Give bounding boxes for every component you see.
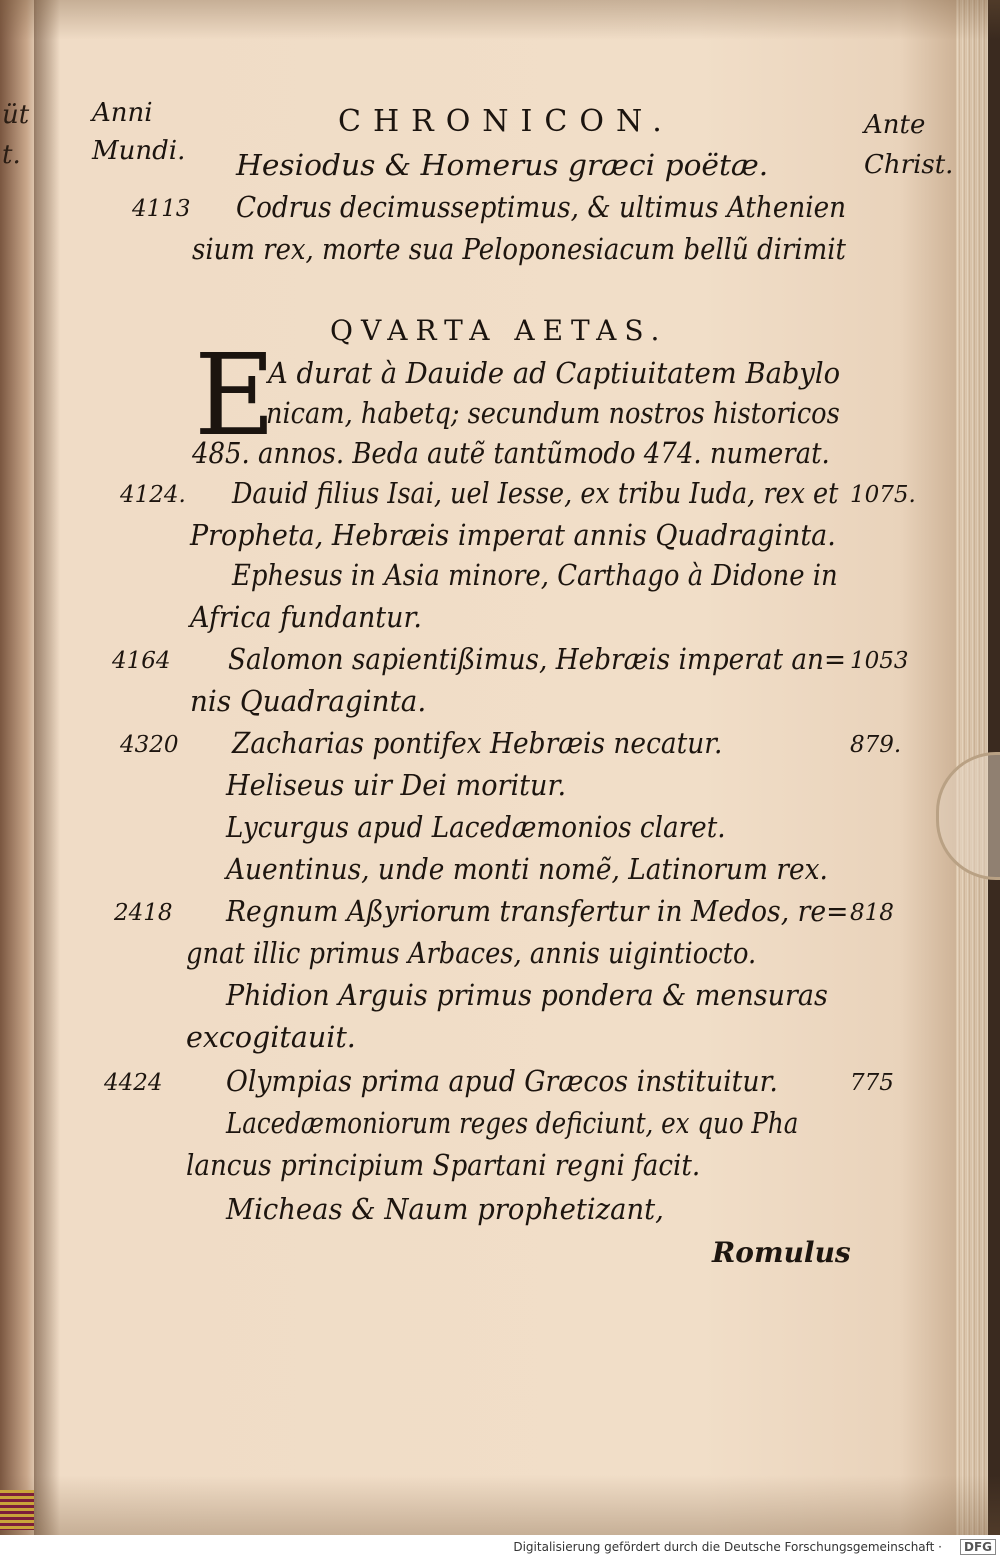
drop-cap: E — [194, 331, 276, 461]
text-line: nicam, habetq; secundum nostros historicos — [266, 396, 840, 430]
bottom-shade — [0, 1475, 1000, 1535]
dfg-logo: DFG — [960, 1539, 996, 1555]
margin-fragment: t. — [2, 140, 21, 170]
text-line: Salomon sapientißimus, Hebræis imperat an= — [228, 642, 846, 676]
text-line: Heliseus uir Dei moritur. — [226, 768, 567, 802]
text-line: lancus principium Spartani regni facit. — [186, 1148, 701, 1182]
year-of-world: 4113 — [132, 196, 191, 222]
year-of-world: 4164 — [112, 648, 171, 674]
text-line: Lacedæmoniorum reges deficiunt, ex quo Pha — [226, 1106, 799, 1140]
bookmark-ribbon — [0, 1490, 34, 1530]
text-line: Hesiodus & Homerus græci poëtæ. — [236, 148, 769, 182]
gutter-shadow — [34, 0, 60, 1535]
text-line: 485. annos. Beda autẽ tantũmodo 474. numerat. — [192, 436, 830, 470]
facing-page-edge — [0, 0, 38, 1535]
year-of-world: 4424 — [104, 1070, 163, 1096]
left-header-line-1: Anni — [92, 98, 153, 128]
book-clip — [936, 752, 1000, 880]
year-of-world: 4124. — [120, 482, 186, 508]
year-before-christ: 879. — [850, 732, 902, 758]
text-line: Zacharias pontifex Hebræis necatur. — [232, 726, 723, 760]
text-line: excogitauit. — [186, 1020, 356, 1054]
text-line: nis Quadraginta. — [190, 684, 427, 718]
section-heading: QVARTA AETAS. — [330, 314, 668, 347]
text-line: Ephesus in Asia minore, Carthago à Didone in — [232, 558, 838, 592]
text-line: Dauid filius Isai, uel Iesse, ex tribu Iuda, rex et — [232, 476, 839, 510]
text-line: Regnum Aßyriorum transfertur in Medos, re= — [226, 894, 849, 928]
catchword: Romulus — [712, 1236, 851, 1269]
text-line: Olympias prima apud Græcos instituitur. — [226, 1064, 778, 1098]
top-shade — [0, 0, 1000, 40]
text-line: Codrus decimusseptimus, & ultimus Athenien — [236, 190, 847, 224]
digitization-footer — [0, 1537, 1000, 1559]
margin-fragment: üt — [2, 100, 30, 130]
text-line: Micheas & Naum prophetizant, — [226, 1192, 664, 1226]
left-header-line-2: Mundi. — [92, 136, 186, 166]
year-before-christ: 775 — [850, 1070, 894, 1096]
text-line: gnat illic primus Arbaces, annis uigintiocto. — [186, 936, 757, 970]
year-of-world: 4320 — [120, 732, 179, 758]
text-line: Phidion Arguis primus pondera & mensuras — [226, 978, 828, 1012]
text-line: Auentinus, unde monti nomẽ, Latinorum rex. — [226, 852, 828, 886]
right-header-line-2: Christ. — [864, 150, 954, 180]
text-line: Africa fundantur. — [190, 600, 422, 634]
text-line: sium rex, morte sua Peloponesiacum bellũ dirimit — [192, 232, 846, 266]
year-before-christ: 1075. — [850, 482, 916, 508]
right-header-line-1: Ante — [864, 110, 926, 140]
text-line: Propheta, Hebræis imperat annis Quadraginta. — [190, 518, 836, 552]
text-line: Lycurgus apud Lacedæmonios claret. — [226, 810, 726, 844]
year-before-christ: 1053 — [850, 648, 909, 674]
running-head: CHRONICON. — [338, 104, 674, 139]
year-of-world: 2418 — [114, 900, 173, 926]
footer-credit: Digitalisierung gefördert durch die Deutsche Forschungsgemeinschaft · — [513, 1540, 942, 1554]
text-line: A durat à Dauide ad Captiuitatem Babylo — [268, 356, 841, 390]
year-before-christ: 818 — [850, 900, 894, 926]
